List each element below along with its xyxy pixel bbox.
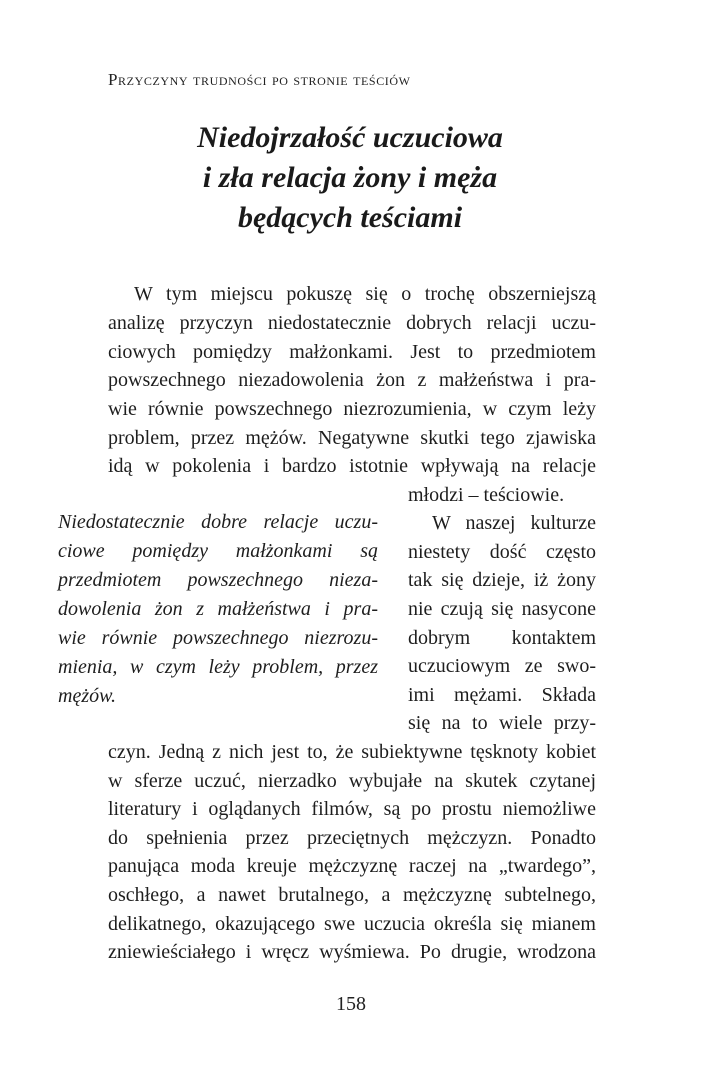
pull-quote-line: dowolenia żon z małżeństwa i pra- [58,598,378,620]
pull-quote-line: wie równie powszechnego niezrozu- [58,627,378,649]
body-line-narrow: się na to wiele przy- [408,712,596,734]
body-line-narrow: imi mężami. Składa [408,684,596,706]
body-line: analizę przyczyn niedostatecznie dobrych relacji uczu- [108,312,596,334]
body-line: panująca moda kreuje mężczyznę raczej na „twardego”, [108,855,596,877]
body-line: literatury i oglądanych filmów, są po prostu niemożliwe [108,798,596,820]
chapter-title-line: i zła relacja żony i męża [202,161,498,194]
body-line: w sferze uczuć, nierzadko wybujałe na skutek czytanej [108,770,596,792]
body-line-narrow: uczuciowym ze swo- [408,655,596,677]
body-line-narrow: nie czują się nasycone [408,598,596,620]
body-line: oschłego, a nawet brutalnego, a mężczyznę subtelnego, [108,884,596,906]
page-number: 158 [336,993,366,1015]
pull-quote-line: przedmiotem powszechnego nieza- [58,569,378,591]
pull-quote-line: mienia, w czym leży problem, przez [58,656,378,678]
body-line-narrow: młodzi – teściowie. [408,484,565,506]
chapter-title-line: będących teściami [237,201,463,234]
body-line: do spełnienia przez przeciętnych mężczyzn. Ponadto [108,827,596,849]
body-line: wie równie powszechnego niezrozumienia, w czym leży [108,398,596,420]
body-line: powszechnego niezadowolenia żon z małżeństwa i pra- [108,369,596,391]
pull-quote-line: mężów. [58,685,116,707]
body-line: ciowych pomiędzy małżonkami. Jest to przedmiotem [108,341,596,363]
body-line: zniewieściałego i wręcz wyśmiewa. Po drugie, wrodzona [108,941,596,963]
pull-quote-line: ciowe pomiędzy małżonkami są [58,540,378,562]
body-line-narrow: niestety dość często [408,541,596,563]
body-line: delikatnego, okazującego swe uczucia określa się mianem [108,913,596,935]
body-line: W tym miejscu pokuszę się o trochę obszerniejszą [134,283,596,305]
body-line-narrow: W naszej kulturze [432,512,596,534]
chapter-title [100,118,600,238]
running-head: Przyczyny trudności po stronie teściów [108,70,411,89]
body-line-narrow: dobrym kontaktem [408,627,596,649]
body-line: czyn. Jedną z nich jest to, że subiektywne tęsknoty kobiet [108,741,596,763]
body-line-narrow: tak się dzieje, iż żony [408,569,596,591]
body-line: problem, przez mężów. Negatywne skutki tego zjawiska [108,427,596,449]
chapter-title-line: Niedojrzałość uczuciowa [197,121,503,154]
pull-quote-line: Niedostatecznie dobre relacje uczu- [58,511,378,533]
body-line: idą w pokolenia i bardzo istotnie wpływają na relacje [108,455,596,477]
pull-quote [58,508,378,711]
